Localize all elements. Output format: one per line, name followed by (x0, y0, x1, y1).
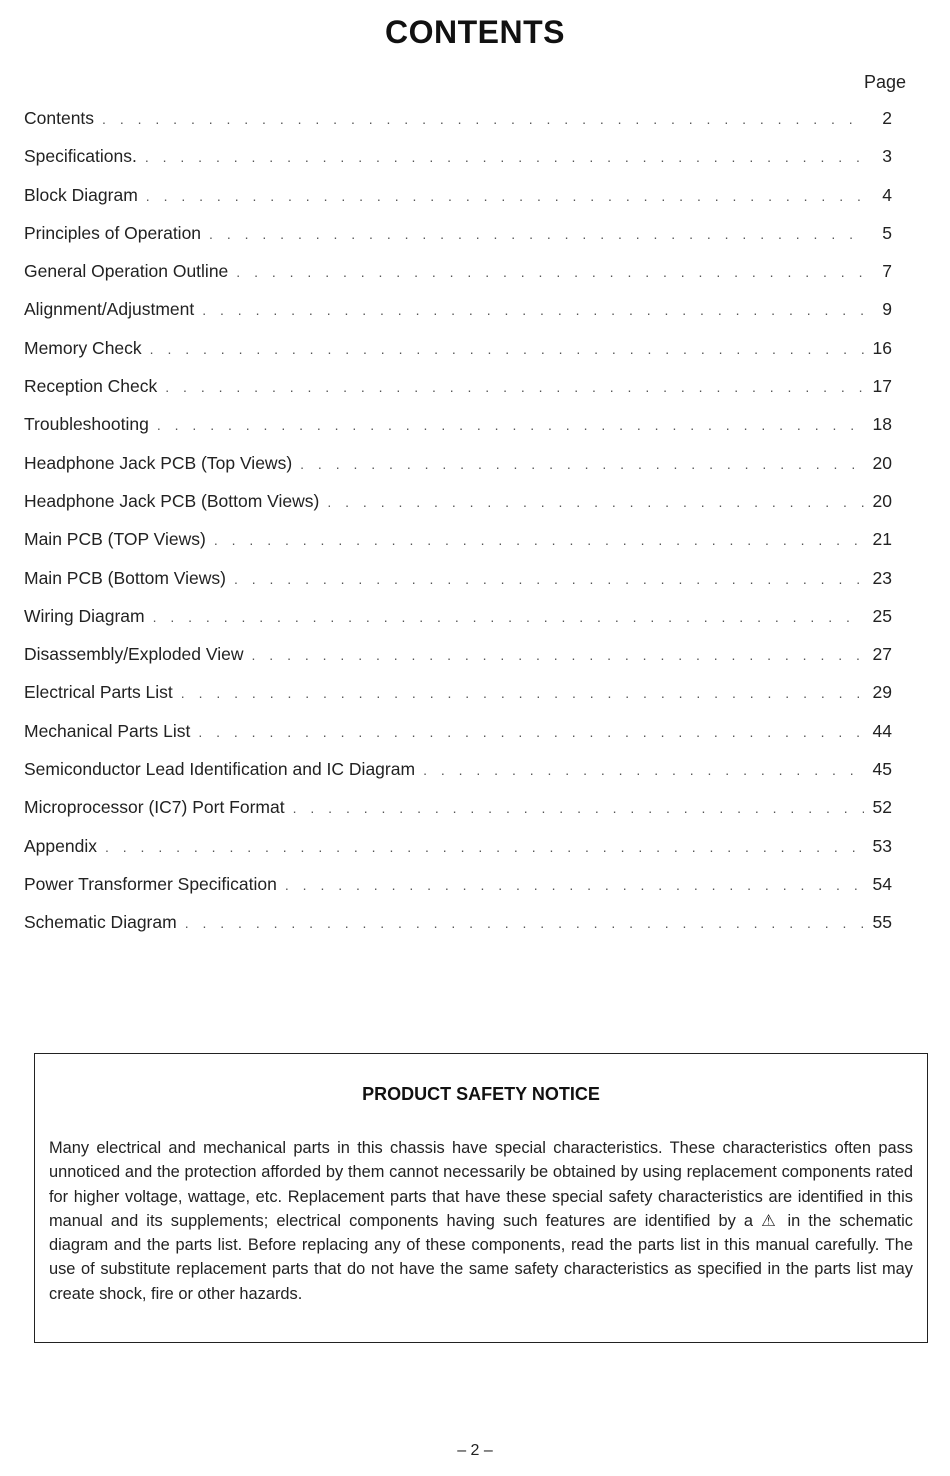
toc-entry-page: 21 (872, 529, 892, 550)
toc-entry-page: 53 (872, 835, 892, 856)
toc-entry (24, 568, 892, 606)
toc-entry-label: Mechanical Parts List (24, 720, 191, 741)
toc-entry-page: 4 (882, 184, 892, 205)
toc-entry-label: Memory Check (24, 337, 142, 358)
toc-entry-label: Specifications. (24, 146, 137, 167)
toc-leader-dots (153, 609, 864, 625)
toc-entry-page: 20 (872, 490, 892, 511)
toc-entry (24, 185, 892, 223)
page-column-header: Page (863, 72, 906, 92)
toc-leader-dots (102, 111, 864, 127)
toc-entry-page: 27 (872, 644, 892, 665)
toc-leader-dots (145, 149, 864, 165)
toc-entry (24, 223, 892, 261)
toc-entry-page: 54 (872, 873, 892, 894)
toc-entry-page: 44 (872, 720, 892, 741)
toc-entry-page: 2 (882, 108, 892, 128)
toc-entry-label: Block Diagram (24, 184, 138, 205)
toc-entry-label: Schematic Diagram (24, 912, 177, 933)
toc-leader-dots (150, 341, 864, 357)
notice-body: Many electrical and mechanical parts in this chassis have special characteristics. These characteristics often pass unnoticed and the protection afforded by them cannot necessarily be obtained by using replacement components rated for higher voltage, wattage, etc. Replacement parts that have these special safety characteristics are identified in this manual and its supplements; electrical components having such features are identified by a ⚠ in the schematic diagram and the parts list. Before replacing any of these components, read the parts list in this manual carefully. The use of substitute replacement parts that do not have the same safety characteristics as specified in the parts list may create shock, fire or other hazards. (49, 1139, 913, 1303)
toc-entry (24, 797, 892, 835)
toc-entry-page: 29 (872, 682, 892, 703)
toc-entry (24, 261, 892, 299)
toc-entry-page: 16 (872, 337, 892, 358)
toc-entry-page: 52 (872, 797, 892, 818)
toc-entry (24, 606, 892, 644)
toc-entry-label: Headphone Jack PCB (Top Views) (24, 452, 293, 473)
toc-entry (24, 721, 892, 759)
toc-entry-page: 17 (872, 376, 892, 397)
page-number: – 2 – (457, 1442, 493, 1459)
notice-title: PRODUCT SAFETY NOTICE (362, 1084, 600, 1104)
toc-entry-label: General Operation Outline (24, 261, 229, 282)
table-of-contents (24, 108, 892, 951)
toc-entry-label: Contents (24, 108, 95, 128)
toc-entry (24, 414, 892, 452)
toc-entry (24, 682, 892, 720)
toc-entry-page: 23 (872, 567, 892, 588)
page-title: CONTENTS (385, 14, 565, 50)
toc-entry (24, 453, 892, 491)
toc-entry-page: 5 (882, 222, 892, 243)
toc-entry-label: Electrical Parts List (24, 682, 173, 703)
toc-entry (24, 912, 892, 950)
toc-entry (24, 376, 892, 414)
toc-entry-label: Wiring Diagram (24, 605, 145, 626)
toc-entry-page: 45 (872, 759, 892, 780)
toc-leader-dots (234, 571, 864, 587)
toc-entry-label: Headphone Jack PCB (Bottom Views) (24, 490, 320, 511)
toc-leader-dots (165, 379, 864, 395)
toc-entry-page: 25 (872, 605, 892, 626)
toc-entry-page: 18 (872, 414, 892, 435)
toc-entry (24, 108, 892, 146)
toc-leader-dots (198, 724, 864, 740)
toc-entry (24, 299, 892, 337)
toc-leader-dots (202, 302, 864, 318)
toc-entry-label: Disassembly/Exploded View (24, 644, 244, 665)
toc-entry-label: Semiconductor Lead Identification and IC Diagram (24, 759, 416, 780)
toc-entry-label: Appendix (24, 835, 97, 856)
toc-leader-dots (157, 417, 864, 433)
safety-notice-box (34, 1053, 928, 1343)
toc-leader-dots (185, 915, 864, 931)
toc-entry-label: Main PCB (Bottom Views) (24, 567, 226, 588)
toc-entry-page: 55 (872, 912, 892, 933)
toc-entry-label: Alignment/Adjustment (24, 299, 195, 320)
toc-entry (24, 874, 892, 912)
toc-leader-dots (105, 839, 864, 855)
toc-entry-label: Principles of Operation (24, 222, 202, 243)
toc-entry (24, 759, 892, 797)
toc-leader-dots (146, 188, 864, 204)
toc-leader-dots (181, 685, 864, 701)
toc-entry-label: Microprocessor (IC7) Port Format (24, 797, 285, 818)
toc-entry (24, 529, 892, 567)
toc-entry-label: Main PCB (TOP Views) (24, 529, 206, 550)
toc-entry (24, 338, 892, 376)
toc-entry-page: 3 (882, 146, 892, 167)
toc-entry (24, 644, 892, 682)
toc-entry (24, 146, 892, 184)
toc-leader-dots (285, 877, 864, 893)
toc-entry-page: 20 (872, 452, 892, 473)
toc-entry (24, 836, 892, 874)
toc-leader-dots (327, 494, 864, 510)
toc-leader-dots (252, 647, 864, 663)
toc-entry-label: Troubleshooting (24, 414, 149, 435)
toc-leader-dots (293, 800, 864, 816)
toc-entry-label: Reception Check (24, 376, 158, 397)
toc-leader-dots (214, 532, 864, 548)
toc-entry-page: 7 (882, 261, 892, 282)
toc-leader-dots (236, 264, 864, 280)
toc-entry-label: Power Transformer Specification (24, 873, 277, 894)
toc-leader-dots (209, 226, 864, 242)
toc-entry (24, 491, 892, 529)
toc-entry-page: 9 (882, 299, 892, 320)
toc-leader-dots (300, 456, 864, 472)
toc-leader-dots (423, 762, 864, 778)
